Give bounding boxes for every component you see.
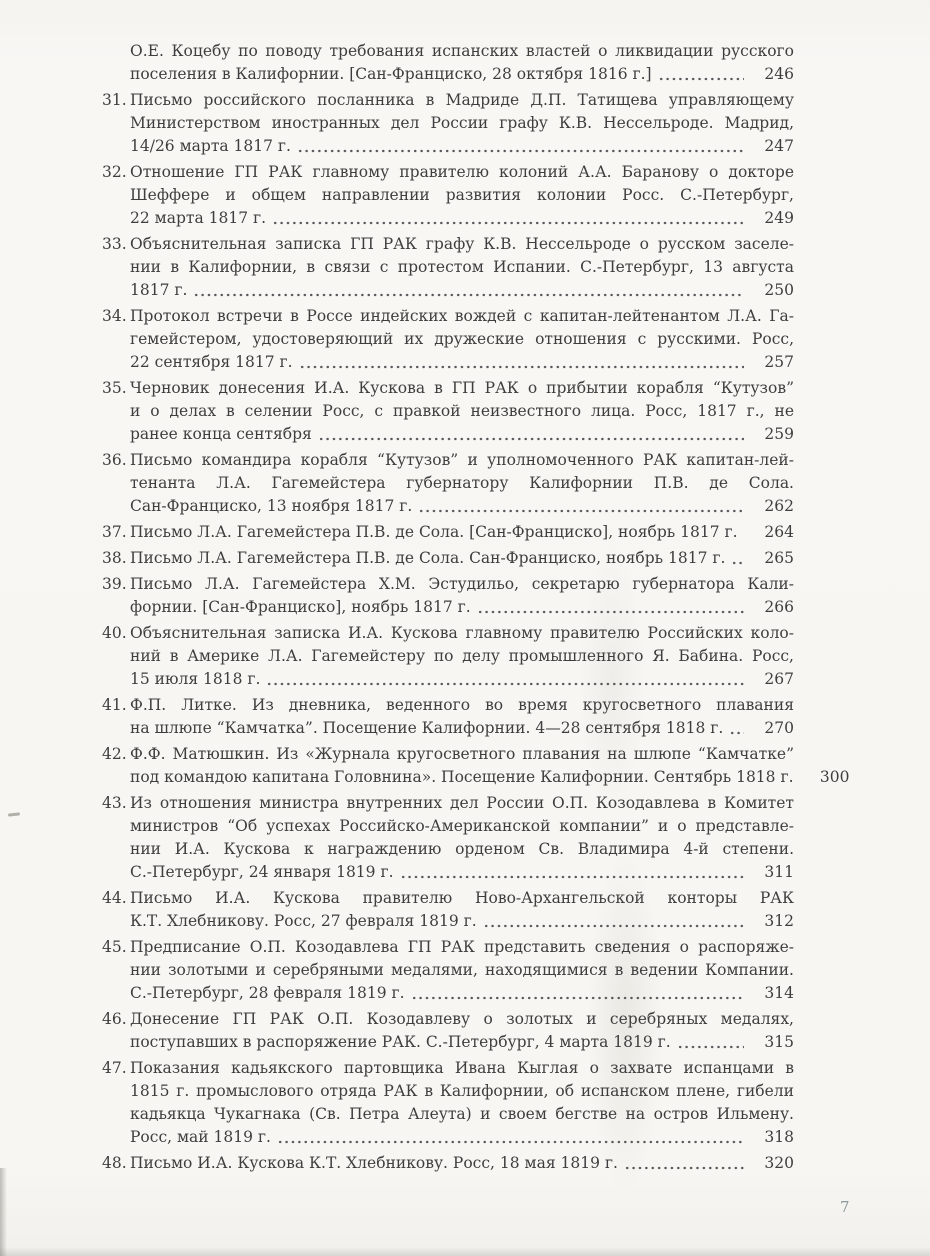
entry-page-ref: 314 [764,984,794,1002]
dot-leader [731,547,744,570]
entry-line: министров “Об успехах Российско-Американской компании” и о представле- [130,817,794,835]
entry-last-line [130,207,794,230]
entry-text: Росс, май 1819 г. [130,1128,271,1146]
page-edge-shadow-left [0,1168,7,1256]
entry-page-ref: 267 [764,670,794,688]
dot-leader [297,135,744,158]
entry-page-ref: 257 [764,353,794,371]
entry-number: 48. [102,1154,127,1172]
entry-body [130,622,794,691]
toc-entry [102,622,794,691]
entry-body [130,887,794,933]
entry-line: Министерством иностранных дел России графу К.В. Нессельроде. Мадрид, [130,114,794,132]
entry-body [130,377,794,446]
entry-page-ref: 264 [764,523,794,541]
entry-last-line [130,766,850,789]
entry-last-line [130,1126,794,1149]
entry-body [130,89,794,158]
entry-number: 34. [102,307,127,325]
entry-page-ref: 265 [764,549,794,567]
entry-number: 43. [102,794,127,812]
entry-text: 1817 г. [130,281,188,299]
toc-entry [102,377,794,446]
entry-page-ref: 300 [819,768,850,786]
dot-leader [411,982,744,1005]
dot-leader [477,596,744,619]
entry-text: под командою капитана Головнина». Посещение Калифорнии. Сентябрь 1818 г. [130,768,794,786]
toc-entry [102,547,794,570]
entry-page-ref: 247 [764,137,794,155]
entry-number: 37. [102,523,127,541]
entry-text: Письмо Л.А. Гагемейстера П.В. де Сола. [Сан-Франциско], ноябрь 1817 г. [130,523,738,541]
entry-line: кадьякца Чукагнака (Св. Петра Алеута) и своем бегстве на остров Ильмену. [130,1105,794,1123]
page-edge-shadow-bottom [0,1247,930,1256]
toc-entry [102,1152,794,1175]
entry-line: нии в Калифорнии, в связи с протестом Испании. С.-Петербург, 13 августа [130,258,794,276]
entry-text: Письмо Л.А. Гагемейстера П.В. де Сола. Сан-Франциско, ноябрь 1817 г. [130,549,726,567]
scan-artifact-dash [8,812,20,816]
toc-list [102,40,850,1178]
entry-last-line [130,1152,794,1175]
entry-number: 33. [102,235,127,253]
entry-line: Объяснительная записка ГП РАК графу К.В. Нессельроде о русском заселе- [130,235,794,253]
entry-body [130,1152,794,1175]
entry-line: Шеффере и общем направлении развития колонии Росс. С.-Петербург, [130,186,794,204]
entry-page-ref: 320 [764,1154,794,1172]
toc-entry [102,449,794,518]
entry-line: нии золотыми и серебряными медалями, находящимися в ведении Компании. [130,961,794,979]
toc-entry [102,936,794,1005]
toc-entry [102,161,794,230]
entry-line: гемейстером, удостоверяющий их дружеские отношения с русскими. Росс, [130,330,794,348]
entry-text: на шлюпе “Камчатка”. Посещение Калифорнии. 4—28 сентября 1818 г. [130,719,724,737]
entry-page-ref: 249 [764,209,794,227]
dot-leader [418,495,744,518]
entry-line: Из отношения министра внутренних дел России О.П. Козодавлева в Комитет [130,794,794,812]
entry-last-line [130,547,794,570]
entry-page-ref: 315 [764,1033,794,1051]
entry-body [130,694,794,740]
entry-number [102,40,130,86]
entry-line: тенанта Л.А. Гагемейстера губернатору Калифорнии П.В. де Сола. [130,474,794,492]
entry-text: С.-Петербург, 28 февраля 1819 г. [130,984,405,1002]
entry-line: 1815 г. промыслового отряда РАК в Калифорнии, об испанском плене, гибели [130,1082,794,1100]
toc-entry [102,1008,794,1054]
entry-text: 22 сентября 1817 г. [130,353,293,371]
entry-body [130,449,794,518]
entry-line: Отношение ГП РАК главному правителю колоний А.А. Баранову о докторе [130,163,794,181]
entry-page-ref: 312 [764,912,794,930]
entry-body [130,573,794,619]
entry-body [130,743,850,789]
dot-leader [729,717,744,740]
entry-last-line [130,279,794,302]
entry-last-line [130,135,794,158]
entry-line: Письмо Л.А. Гагемейстера Х.М. Эстудильо, секретарю губернатора Кали- [130,575,794,593]
toc-entry [102,887,794,933]
toc-entry [102,694,794,740]
entry-page-ref: 262 [764,497,794,515]
entry-last-line [130,495,794,518]
entry-page-ref: 250 [764,281,794,299]
toc-entry [102,792,794,884]
dot-leader [272,207,744,230]
toc-entry [102,573,794,619]
entry-line: Показания кадьякского партовщика Ивана Кыглая о захвате испанцами в [130,1059,794,1077]
entry-last-line [130,861,794,884]
entry-number: 42. [102,745,127,763]
entry-text: К.Т. Хлебникову. Росс, 27 февраля 1819 г. [130,912,477,930]
entry-last-line [130,982,794,1005]
entry-number: 38. [102,549,127,567]
entry-text: 15 июля 1818 г. [130,670,261,688]
entry-body [130,40,794,86]
dot-leader [266,668,744,691]
entry-line: и о делах в селении Росс, с правкой неизвестного лица. Росс, 1817 г., не [130,402,794,420]
entry-line: Ф.П. Литке. Из дневника, веденного во время кругосветного плавания [130,696,794,714]
entry-body [130,161,794,230]
entry-last-line [130,668,794,691]
entry-line: Черновик донесения И.А. Кускова в ГП РАК о прибытии корабля “Кутузов” [130,379,794,397]
entry-text: С.-Петербург, 24 января 1819 г. [130,863,394,881]
entry-text: форнии. [Сан-Франциско], ноябрь 1817 г. [130,598,471,616]
toc-entry [102,521,794,544]
entry-number: 47. [102,1059,127,1077]
entry-line: Объяснительная записка И.А. Кускова главному правителю Российских коло- [130,624,794,642]
dot-leader [299,351,744,374]
entry-body [130,547,794,570]
entry-text: 14/26 марта 1817 г. [130,137,291,155]
dot-leader [193,279,744,302]
entry-last-line [130,717,794,740]
entry-line: Ф.Ф. Матюшкин. Из «Журнала кругосветного плавания на шлюпе “Камчатке” [130,745,794,763]
entry-body [130,936,794,1005]
entry-text: поселения в Калифорнии. [Сан-Франциско, 28 октября 1816 г.] [130,65,652,83]
entry-last-line [130,596,794,619]
entry-number: 39. [102,575,127,593]
entry-text: поступавших в распоряжение РАК. С.-Петербург, 4 марта 1819 г. [130,1033,671,1051]
entry-page-ref: 311 [764,863,794,881]
entry-last-line [130,63,794,86]
entry-number: 44. [102,889,127,907]
entry-page-ref: 270 [764,719,794,737]
entry-text: Сан-Франциско, 13 ноября 1817 г. [130,497,413,515]
entry-last-line [130,521,794,544]
entry-line: нии И.А. Кускова к награждению орденом Св. Владимира 4-й степени. [130,840,794,858]
entry-body [130,305,794,374]
dot-leader [483,910,744,933]
entry-body [130,792,794,884]
entry-line: Письмо российского посланника в Мадриде Д.П. Татищева управляющему [130,91,794,109]
entry-text: ранее конца сентября [130,425,312,443]
toc-entry [102,305,794,374]
toc-entry [102,40,794,86]
entry-body [130,1008,794,1054]
entry-number: 36. [102,451,127,469]
toc-entry [102,89,794,158]
dot-leader [624,1152,744,1175]
entry-line: О.Е. Коцебу по поводу требования испанских властей о ликвидации русского [130,42,794,60]
dot-leader [658,63,744,86]
entry-page-ref: 318 [764,1128,794,1146]
entry-body [130,1057,794,1149]
dot-leader [318,423,744,446]
entry-line: Донесение ГП РАК О.П. Козодавлеву о золотых и серебряных медалях, [130,1010,794,1028]
entry-last-line [130,423,794,446]
entry-number: 35. [102,379,127,397]
entry-line: Письмо командира корабля “Кутузов” и уполномоченного РАК капитан-лей- [130,451,794,469]
entry-line: ний в Америке Л.А. Гагемейстеру по делу промышленного Я. Бабина. Росс, [130,647,794,665]
entry-last-line [130,351,794,374]
entry-last-line [130,910,794,933]
entry-number: 32. [102,163,127,181]
page-number: 7 [840,1198,850,1216]
entry-number: 40. [102,624,127,642]
entry-number: 46. [102,1010,127,1028]
entry-text: 22 марта 1817 г. [130,209,267,227]
entry-number: 41. [102,696,127,714]
entry-line: Письмо И.А. Кускова правителю Ново-Архангельской конторы РАК [130,889,794,907]
dot-leader [677,1031,744,1054]
entry-page-ref: 246 [764,65,794,83]
entry-text: Письмо И.А. Кускова К.Т. Хлебникову. Росс, 18 мая 1819 г. [130,1154,618,1172]
entry-number: 31. [102,91,127,109]
entry-page-ref: 259 [764,425,794,443]
entry-number: 45. [102,938,127,956]
entry-line: Предписание О.П. Козодавлева ГП РАК представить сведения о распоряже- [130,938,794,956]
toc-entry [102,1057,794,1149]
entry-body [130,233,794,302]
entry-last-line [130,1031,794,1054]
toc-entry [102,743,850,789]
dot-leader [277,1126,744,1149]
entry-line: Протокол встречи в Россе индейских вождей с капитан-лейтенантом Л.А. Га- [130,307,794,325]
entry-body [130,521,794,544]
toc-entry [102,233,794,302]
dot-leader [400,861,744,884]
entry-page-ref: 266 [764,598,794,616]
